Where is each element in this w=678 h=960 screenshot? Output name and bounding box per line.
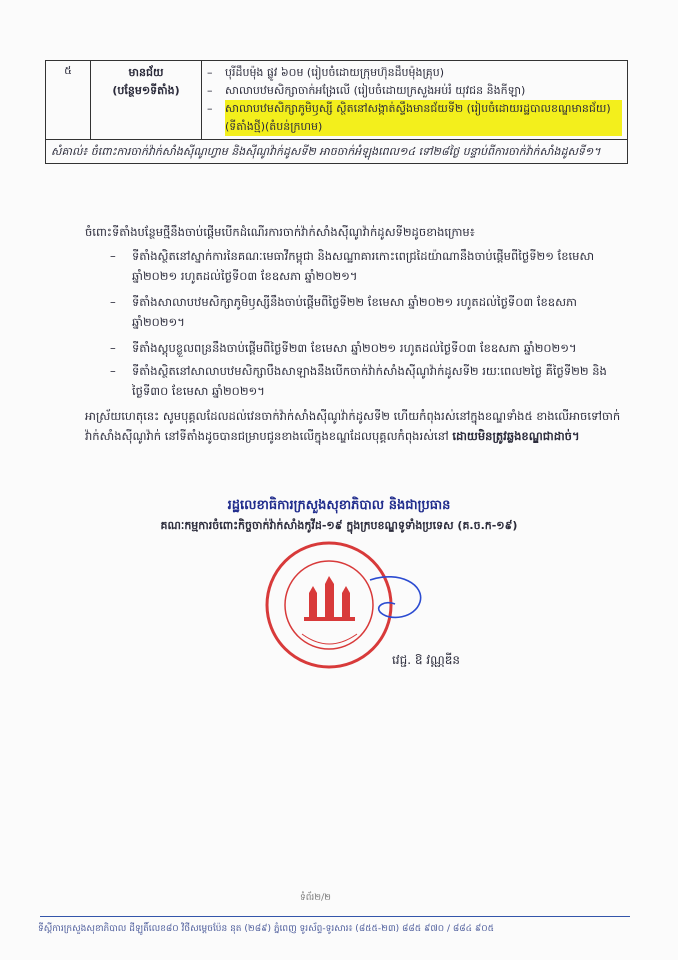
handwritten-signature	[340, 570, 430, 630]
table-note: សំគាល់៖ ចំពោះការចាក់វ៉ាក់សាំងស៊ីណូហ្វាម និងស៊ីណូវ៉ាក់ដូសទី២ អាចចាក់អំឡុងពេល១៤ ទៅ២៨ថ្ងៃ បន្ទាប់ពីការចាក់វ៉ាក់សាំងដូសទី១។	[46, 140, 628, 164]
list-item: – សាលាបឋមសិក្សាចាក់អង្រែលើ (រៀបចំដោយក្រសួងអប់រំ យុវជន និងកីឡា)	[207, 84, 526, 97]
list-item: – ទីតាំងស្ថិតនៅសាលាបឋមសិក្សាបឹងសាឡាងនឹងបើកចាក់វ៉ាក់សាំងស៊ីណូវ៉ាក់ដូសទី២ រយៈពេល២ថ្ងៃ គឺថ្ងៃទី២២ និងថ្ងៃទី៣០ ខែមេសា ឆ្នាំ២០២១។	[110, 364, 607, 398]
closing-paragraph: អាស្រ័យហេតុនេះ សូមបុគ្គលដែលដល់វេនចាក់វ៉ាក់សាំងស៊ីណូវ៉ាក់ដូសទី២ ហើយកំពុងរស់នៅក្នុងខណ្ឌទាំង៥ ខាងលើអាចទៅចាក់វ៉ាក់សាំងស៊ីណូវ៉ាក់ នៅទីតាំងដូចបានជម្រាបជូនខាងលើក្នុងខណ្ឌដែលបុគ្គលកំពុងរស់នៅ ដោយមិនត្រូវឆ្លងខណ្ឌជាដាច់។	[85, 409, 621, 443]
committee-title: គណៈកម្មការចំពោះកិច្ចចាក់វ៉ាក់សាំងកូវីដ-១៩ ក្នុងក្របខណ្ឌទូទាំងប្រទេស (គ.ច.ក-១៩)	[160, 519, 518, 532]
district-name: មានជ័យ (បន្ថែម១ទីតាំង)	[91, 61, 202, 140]
signatory-title: រដ្ឋលេខាធិការក្រសួងសុខាភិបាល និងជាប្រធាន	[227, 498, 451, 513]
signatory-name: វេជ្ជ. ឱ វណ្ណឌីន	[392, 653, 460, 667]
sites-table	[45, 60, 628, 164]
list-item: – ទីតាំងសាលាបឋមសិក្សាភូមិឫស្សីនឹងចាប់ផ្តើមពីថ្ងៃទី២២ ខែមេសា ឆ្នាំ២០២១ រហូតដល់ថ្ងៃទី០៣ ខែឧសភា ឆ្នាំ២០២១។	[110, 295, 577, 329]
row-number: ៥	[46, 61, 91, 140]
page-number: ទំព័រ២/២	[300, 893, 331, 903]
site-list	[202, 61, 628, 140]
table-row	[46, 61, 628, 140]
list-item: – បុរីដឹបម៉ុង ផ្លូវ ៦០ម (រៀបចំដោយក្រុមហ៊ុនដឹបម៉ុងគ្រុប)	[207, 66, 445, 79]
table-note-row	[46, 140, 628, 164]
list-item: – ទីតាំងស្តុបខ្លួលពន្រនឹងចាប់ផ្តើមពីថ្ងៃទី២៣ ខែមេសា ឆ្នាំ២០២១ រហូតដល់ថ្ងៃទី០៣ ខែឧសភា ឆ្នាំ២០២១។	[110, 341, 577, 355]
intro-paragraph: ចំពោះទីតាំងបន្ថែមថ្មីនឹងចាប់ផ្តើមបើកដំណើរការចាក់វ៉ាក់សាំងស៊ីណូវ៉ាក់ដូសទី២ដូចខាងក្រោម៖	[85, 225, 475, 239]
list-item-highlighted: – សាលាបឋមសិក្សាភូមិឫស្សី ស្ថិតនៅសង្កាត់ស្ទឹងមានជ័យទី២ (រៀបចំដោយរដ្ឋបាលខណ្ឌមានជ័យ) (ទីតាំងថ្មី)(តំបន់ក្រហម)	[207, 100, 622, 136]
list-item: – ទីតាំងស្ថិតនៅស្នាក់ការនៃគណៈមេធាវីកម្ពុជា និងសណ្ឋាគារកោះពេជ្រដៃយ៉ាណានឹងចាប់ផ្តើមពីថ្ងៃទី២១ ខែមេសា ឆ្នាំ២០២១ រហូតដល់ថ្ងៃទី០៣ ខែឧសភា ឆ្នាំ២០២១។	[110, 249, 595, 283]
footer-divider	[40, 916, 630, 917]
footer-address: ទីស្តីការក្រសួងសុខាភិបាល ដីឡូតិ៍លេខ៨០ វិថីសម្តេចប៉ែន នុត (២៨៩) ភ្នំពេញ ទូរស័ព្ទ-ទូរសារ៖ (៨៥៥-២៣) ៨៨៥ ៩៧០ / ៨៨៤ ៩០៥	[38, 924, 495, 934]
